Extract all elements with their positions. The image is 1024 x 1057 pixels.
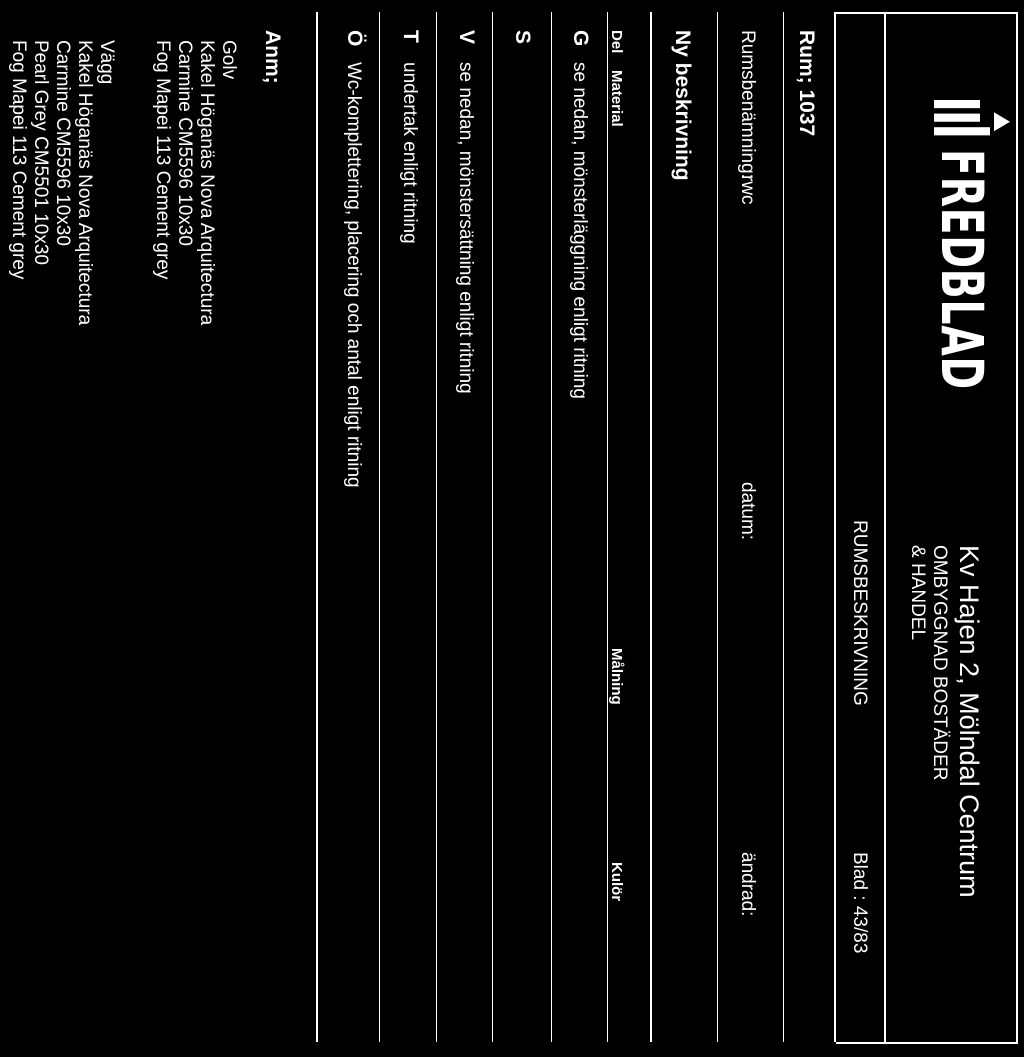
room-title: Rum; 1037 xyxy=(795,30,818,137)
divider xyxy=(717,12,718,1042)
company-logo xyxy=(928,100,996,390)
column-header-color: Kulör xyxy=(608,862,625,902)
project-subtitle-line: & HANDEL xyxy=(907,545,928,641)
divider xyxy=(436,12,437,1042)
room-name-value: rwc xyxy=(737,175,758,205)
note-line: Carmine CM5596 10x30 xyxy=(174,40,195,246)
note-line: Pearl Grey CM5501 10x30 xyxy=(30,40,51,265)
divider xyxy=(650,12,652,1042)
note-line: Carmine CM5596 10x30 xyxy=(52,40,73,246)
row-text: Wc-komplettering, placering och antal enligt ritning xyxy=(343,62,364,488)
column-header-part: Del xyxy=(608,30,625,54)
project-subtitle-line: OMBYGGNAD BOSTÄDER xyxy=(929,545,950,781)
divider xyxy=(379,12,380,1042)
logo-text: FREDBLAD xyxy=(928,148,996,390)
divider xyxy=(783,12,784,1042)
row-code: Ö xyxy=(343,30,366,47)
top-border xyxy=(1016,12,1018,1042)
row-text: se nedan, mönstersättning enligt ritning xyxy=(455,62,476,394)
description-heading: Ny beskrivning xyxy=(671,30,694,181)
left-border xyxy=(836,12,1018,14)
note-line: Kakel Höganäs Nova Arquitectura xyxy=(74,40,95,326)
room-name-label: Rumsbenämning: xyxy=(737,30,758,179)
divider xyxy=(316,12,318,1042)
row-text: se nedan, mönsterläggning enligt ritning xyxy=(569,62,590,399)
divider xyxy=(551,12,552,1042)
row-text: undertak enligt ritning xyxy=(399,62,420,244)
changed-label: ändrad: xyxy=(737,852,758,917)
sheet-number: Blad : 43/83 xyxy=(849,852,870,954)
column-header-material: Material xyxy=(608,70,625,127)
column-header-paint: Målning xyxy=(608,648,625,705)
document-type: RUMSBESKRIVNING xyxy=(849,520,870,706)
row-code: S xyxy=(511,30,534,45)
logo-bars-icon xyxy=(934,100,990,135)
header-divider xyxy=(884,12,886,1042)
note-line: Fog Mapei 113 Cement grey xyxy=(8,40,29,280)
divider xyxy=(492,12,493,1042)
note-line: Golv xyxy=(218,40,239,80)
row-code: T xyxy=(399,30,422,43)
date-label: datum: xyxy=(737,482,758,541)
project-subtitle xyxy=(906,545,950,780)
row-code: V xyxy=(455,30,478,45)
notes-heading: Anm; xyxy=(261,30,284,84)
project-title: Kv Hajen 2, Mölndal Centrum xyxy=(954,545,984,898)
row-code: G xyxy=(569,30,592,47)
divider xyxy=(607,12,608,1042)
note-line: Kakel Höganäs Nova Arquitectura xyxy=(196,40,217,326)
note-line: Vägg xyxy=(96,40,117,85)
right-border xyxy=(836,1042,1018,1044)
header-bottom-border xyxy=(834,12,836,1042)
note-line: Fog Mapei 113 Cement grey xyxy=(152,40,173,280)
